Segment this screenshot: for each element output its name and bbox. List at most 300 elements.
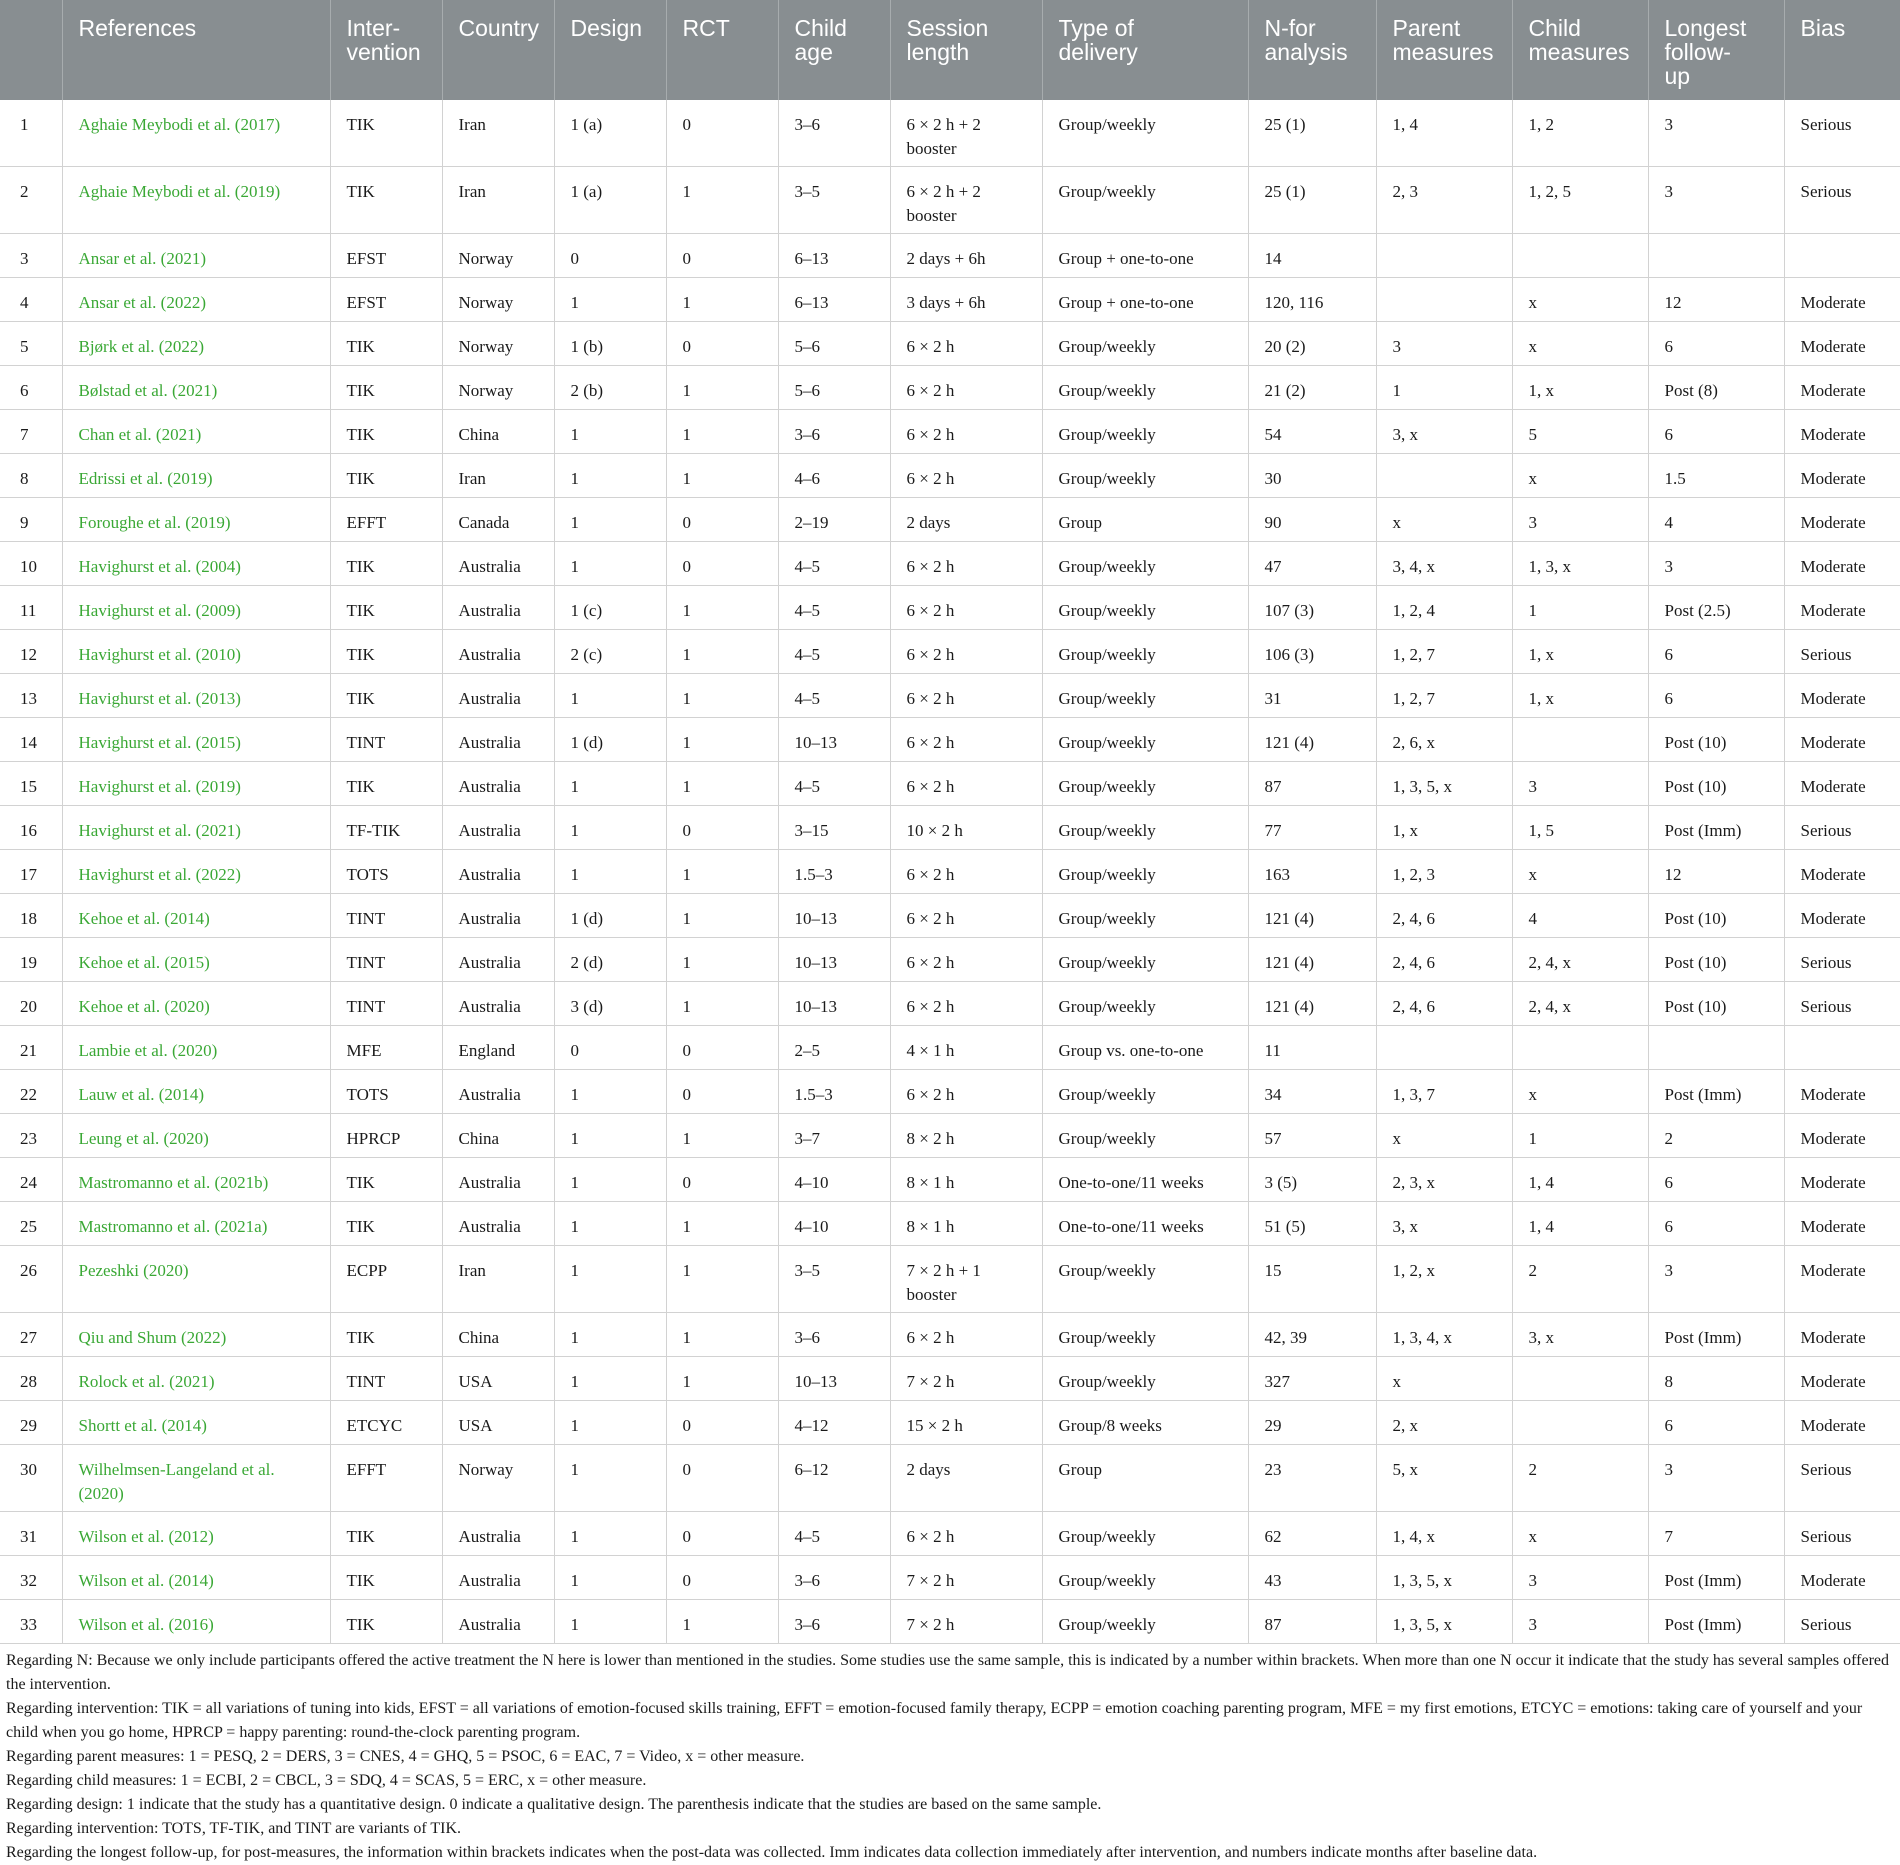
reference-year-link[interactable]: 2014 xyxy=(174,1571,209,1590)
session-length-header: Session length xyxy=(890,0,1042,100)
references-cell xyxy=(62,1556,330,1600)
session-length-cell: 6 × 2 h xyxy=(890,1313,1042,1357)
bias-cell: Serious xyxy=(1784,1512,1900,1556)
reference-close: ) xyxy=(200,293,206,312)
country-cell: Norway xyxy=(442,234,554,278)
rct-cell: 0 xyxy=(666,498,778,542)
row-number-cell: 15 xyxy=(0,762,62,806)
child-measures-cell: x xyxy=(1512,1070,1648,1114)
reference-year-link[interactable]: 2021 xyxy=(177,381,212,400)
n-for-analysis-cell: 327 xyxy=(1248,1357,1376,1401)
bias-cell xyxy=(1784,234,1900,278)
type-of-delivery-cell: Group/weekly xyxy=(1042,718,1248,762)
reference-authors: Aghaie Meybodi et al. ( xyxy=(78,182,241,201)
intervention-cell: TIK xyxy=(330,1512,442,1556)
child-measures-cell: x xyxy=(1512,322,1648,366)
table-row xyxy=(0,454,1900,498)
reference-year-link[interactable]: 2016 xyxy=(174,1615,209,1634)
design-cell: 1 (d) xyxy=(554,718,666,762)
country-cell: Australia xyxy=(442,762,554,806)
bias-cell: Moderate xyxy=(1784,762,1900,806)
session-length-cell: 6 × 2 h xyxy=(890,322,1042,366)
child-age-cell: 10–13 xyxy=(778,938,890,982)
reference-year-link[interactable]: 2019 xyxy=(201,777,236,796)
bias-cell: Moderate xyxy=(1784,1556,1900,1600)
table-row xyxy=(0,542,1900,586)
design-cell: 1 xyxy=(554,1512,666,1556)
reference-close: ) xyxy=(118,1484,124,1503)
country-cell: Australia xyxy=(442,674,554,718)
design-cell: 1 xyxy=(554,1556,666,1600)
parent-measures-cell: 3, x xyxy=(1376,410,1512,454)
reference-authors: Kehoe et al. ( xyxy=(78,953,171,972)
longest-follow-up-cell: 3 xyxy=(1648,1445,1784,1512)
country-cell: Australia xyxy=(442,1600,554,1644)
parent-measures-cell: 1, 2, x xyxy=(1376,1246,1512,1313)
reference-close: ) xyxy=(235,733,241,752)
n-for-analysis-cell: 57 xyxy=(1248,1114,1376,1158)
reference-authors: Edrissi et al. ( xyxy=(78,469,173,488)
rct-cell: 1 xyxy=(666,586,778,630)
n-for-analysis-cell: 77 xyxy=(1248,806,1376,850)
parent-measures-cell: x xyxy=(1376,1114,1512,1158)
session-length-cell: 6 × 2 h xyxy=(890,674,1042,718)
references-cell xyxy=(62,1070,330,1114)
reference-close: ) xyxy=(224,513,231,532)
rct-cell: 1 xyxy=(666,894,778,938)
session-length-cell: 6 × 2 h xyxy=(890,410,1042,454)
reference-year-link[interactable]: 2020 xyxy=(170,997,205,1016)
rct-cell: 0 xyxy=(666,1026,778,1070)
row-number-header xyxy=(0,0,62,100)
type-of-delivery-cell: Group/weekly xyxy=(1042,762,1248,806)
table-row xyxy=(0,586,1900,630)
design-cell: 1 xyxy=(554,1070,666,1114)
child-measures-cell: x xyxy=(1512,454,1648,498)
reference-year-link[interactable]: 2021 xyxy=(166,249,201,268)
design-cell: 1 xyxy=(554,1202,666,1246)
design-cell: 2 (b) xyxy=(554,366,666,410)
longest-follow-up-cell: 2 xyxy=(1648,1114,1784,1158)
intervention-cell: TIK xyxy=(330,762,442,806)
table-row xyxy=(0,806,1900,850)
longest-follow-up-header: Longest follow- up xyxy=(1648,0,1784,100)
type-of-delivery-cell: Group/weekly xyxy=(1042,982,1248,1026)
child-age-cell: 4–5 xyxy=(778,630,890,674)
child-age-header: Child age xyxy=(778,0,890,100)
row-number-cell: 7 xyxy=(0,410,62,454)
session-length-cell: 8 × 1 h xyxy=(890,1158,1042,1202)
row-number-cell: 13 xyxy=(0,674,62,718)
parent-measures-cell: 5, x xyxy=(1376,1445,1512,1512)
country-cell: USA xyxy=(442,1401,554,1445)
reference-year-link[interactable]: 2020 xyxy=(169,1129,204,1148)
type-of-delivery-cell: Group + one-to-one xyxy=(1042,234,1248,278)
row-number-cell: 32 xyxy=(0,1556,62,1600)
rct-cell: 1 xyxy=(666,762,778,806)
bias-cell: Serious xyxy=(1784,1600,1900,1644)
table-row xyxy=(0,1114,1900,1158)
references-cell xyxy=(62,1313,330,1357)
table-row xyxy=(0,1246,1900,1313)
reference-year-link[interactable]: 2010 xyxy=(201,645,236,664)
country-cell: Iran xyxy=(442,100,554,167)
type-of-delivery-cell: Group/weekly xyxy=(1042,366,1248,410)
references-cell xyxy=(62,718,330,762)
intervention-cell: EFST xyxy=(330,234,442,278)
table-note: Regarding intervention: TOTS, TF-TIK, and TINT are variants of TIK. xyxy=(6,1820,462,1837)
longest-follow-up-cell: Post (Imm) xyxy=(1648,1556,1784,1600)
bias-cell: Moderate xyxy=(1784,278,1900,322)
reference-authors: Mastromanno et al. ( xyxy=(78,1173,221,1192)
child-measures-cell: 1, x xyxy=(1512,366,1648,410)
intervention-cell: TOTS xyxy=(330,1070,442,1114)
n-for-analysis-cell: 42, 39 xyxy=(1248,1313,1376,1357)
design-cell: 1 xyxy=(554,1357,666,1401)
longest-follow-up-cell: Post (8) xyxy=(1648,366,1784,410)
child-measures-cell: x xyxy=(1512,1512,1648,1556)
child-age-cell: 3–6 xyxy=(778,410,890,454)
rct-cell: 1 xyxy=(666,850,778,894)
reference-year-link[interactable]: 2017 xyxy=(240,115,275,134)
type-of-delivery-cell: Group vs. one-to-one xyxy=(1042,1026,1248,1070)
country-cell: Australia xyxy=(442,542,554,586)
parent-measures-cell: 1 xyxy=(1376,366,1512,410)
design-cell: 1 xyxy=(554,850,666,894)
reference-year-link[interactable]: 2022 xyxy=(186,1328,221,1347)
design-cell: 0 xyxy=(554,1026,666,1070)
row-number-cell: 1 xyxy=(0,100,62,167)
intervention-cell: TOTS xyxy=(330,850,442,894)
table-row xyxy=(0,850,1900,894)
design-cell: 2 (c) xyxy=(554,630,666,674)
table-note: Regarding child measures: 1 = ECBI, 2 = CBCL, 3 = SDQ, 4 = SCAS, 5 = ERC, x = other measure. xyxy=(6,1772,647,1789)
reference-close: ) xyxy=(195,425,202,444)
type-of-delivery-cell: Group/weekly xyxy=(1042,674,1248,718)
child-age-cell: 3–7 xyxy=(778,1114,890,1158)
intervention-cell: EFFT xyxy=(330,498,442,542)
longest-follow-up-cell: 1.5 xyxy=(1648,454,1784,498)
reference-year-link[interactable]: 2009 xyxy=(201,601,236,620)
reference-authors: Havighurst et al. ( xyxy=(78,645,202,664)
type-of-delivery-cell: One-to-one/11 weeks xyxy=(1042,1202,1248,1246)
child-measures-cell xyxy=(1512,1357,1648,1401)
reference-close: ) xyxy=(208,1372,215,1391)
country-cell: Australia xyxy=(442,982,554,1026)
session-length-cell: 7 × 2 h xyxy=(890,1600,1042,1644)
reference-year-link[interactable]: 2012 xyxy=(174,1527,209,1546)
design-cell: 1 (a) xyxy=(554,167,666,234)
parent-measures-cell: 2, 6, x xyxy=(1376,718,1512,762)
session-length-cell: 7 × 2 h xyxy=(890,1556,1042,1600)
reference-year-link[interactable]: 2022 xyxy=(166,293,201,312)
reference-year-link[interactable]: 2014 xyxy=(170,909,205,928)
intervention-cell: TIK xyxy=(330,410,442,454)
child-age-cell: 6–13 xyxy=(778,234,890,278)
bias-cell: Serious xyxy=(1784,1445,1900,1512)
reference-year-link[interactable]: 2019 xyxy=(190,513,225,532)
parent-measures-cell: 3 xyxy=(1376,322,1512,366)
design-cell: 0 xyxy=(554,234,666,278)
parent-measures-cell xyxy=(1376,1026,1512,1070)
country-cell: Australia xyxy=(442,894,554,938)
intervention-cell: TIK xyxy=(330,542,442,586)
row-number-cell: 21 xyxy=(0,1026,62,1070)
type-of-delivery-header: Type of delivery xyxy=(1042,0,1248,100)
child-measures-cell: 1, 4 xyxy=(1512,1202,1648,1246)
row-number-cell: 28 xyxy=(0,1357,62,1401)
intervention-cell: TIK xyxy=(330,322,442,366)
references-cell xyxy=(62,1445,330,1512)
session-length-cell: 6 × 2 h xyxy=(890,366,1042,410)
type-of-delivery-cell: Group/weekly xyxy=(1042,100,1248,167)
child-measures-header: Child measures xyxy=(1512,0,1648,100)
design-cell: 1 xyxy=(554,806,666,850)
reference-close: ) xyxy=(198,1085,205,1104)
rct-cell: 0 xyxy=(666,1070,778,1114)
bias-cell: Serious xyxy=(1784,938,1900,982)
table-header-row xyxy=(0,0,1900,100)
parent-measures-cell: 1, 3, 5, x xyxy=(1376,1556,1512,1600)
table-row xyxy=(0,498,1900,542)
reference-year-link[interactable]: 2019 xyxy=(172,469,207,488)
reference-close: ) xyxy=(235,865,241,884)
parent-measures-cell: 1, 3, 4, x xyxy=(1376,1313,1512,1357)
bias-cell: Moderate xyxy=(1784,454,1900,498)
n-for-analysis-cell: 20 (2) xyxy=(1248,322,1376,366)
session-length-cell: 6 × 2 h xyxy=(890,454,1042,498)
parent-measures-cell: x xyxy=(1376,1357,1512,1401)
bias-cell: Moderate xyxy=(1784,1357,1900,1401)
child-age-cell: 3–6 xyxy=(778,1600,890,1644)
n-for-analysis-cell: 106 (3) xyxy=(1248,630,1376,674)
n-for-analysis-cell: 120, 116 xyxy=(1248,278,1376,322)
country-cell: Iran xyxy=(442,454,554,498)
reference-authors: Havighurst et al. ( xyxy=(78,865,202,884)
bias-cell: Moderate xyxy=(1784,718,1900,762)
longest-follow-up-cell: 8 xyxy=(1648,1357,1784,1401)
session-length-cell: 6 × 2 h xyxy=(890,1512,1042,1556)
reference-year-link[interactable]: 2021a xyxy=(220,1217,262,1236)
intervention-cell: TINT xyxy=(330,938,442,982)
child-measures-cell: x xyxy=(1512,850,1648,894)
reference-close: ) xyxy=(274,115,281,134)
reference-year-link[interactable]: 2015 xyxy=(201,733,236,752)
longest-follow-up-cell: 6 xyxy=(1648,410,1784,454)
reference-authors: Bølstad et al. ( xyxy=(78,381,178,400)
reference-close: ) xyxy=(235,601,241,620)
child-age-cell: 2–19 xyxy=(778,498,890,542)
reference-year-link[interactable]: 2014 xyxy=(167,1416,202,1435)
country-cell: Norway xyxy=(442,366,554,410)
reference-year-link[interactable]: 2020 xyxy=(148,1261,183,1280)
reference-year-link[interactable]: 2021 xyxy=(174,1372,209,1391)
rct-cell: 0 xyxy=(666,1401,778,1445)
type-of-delivery-cell: Group xyxy=(1042,1445,1248,1512)
reference-year-link[interactable]: 2022 xyxy=(201,865,236,884)
child-age-cell: 6–13 xyxy=(778,278,890,322)
table-row xyxy=(0,410,1900,454)
type-of-delivery-cell: Group/weekly xyxy=(1042,850,1248,894)
intervention-cell: TIK xyxy=(330,630,442,674)
child-measures-cell: x xyxy=(1512,278,1648,322)
rct-cell: 1 xyxy=(666,982,778,1026)
country-cell: Australia xyxy=(442,586,554,630)
row-number-cell: 30 xyxy=(0,1445,62,1512)
session-length-cell: 7 × 2 h xyxy=(890,1357,1042,1401)
type-of-delivery-cell: Group/weekly xyxy=(1042,1600,1248,1644)
reference-authors: Rolock et al. ( xyxy=(78,1372,175,1391)
references-cell xyxy=(62,234,330,278)
reference-authors: Havighurst et al. ( xyxy=(78,689,202,708)
references-cell xyxy=(62,806,330,850)
design-cell: 2 (d) xyxy=(554,938,666,982)
type-of-delivery-cell: Group/weekly xyxy=(1042,454,1248,498)
references-cell xyxy=(62,1026,330,1070)
session-length-cell: 6 × 2 h xyxy=(890,894,1042,938)
reference-year-link[interactable]: 2004 xyxy=(201,557,236,576)
table-row xyxy=(0,234,1900,278)
intervention-cell: TIK xyxy=(330,167,442,234)
child-measures-cell: 1, 2 xyxy=(1512,100,1648,167)
child-age-cell: 5–6 xyxy=(778,322,890,366)
child-age-cell: 3–6 xyxy=(778,1313,890,1357)
type-of-delivery-cell: Group/weekly xyxy=(1042,167,1248,234)
references-cell xyxy=(62,410,330,454)
type-of-delivery-cell: Group/weekly xyxy=(1042,1246,1248,1313)
reference-authors: Ansar et al. ( xyxy=(78,293,167,312)
session-length-cell: 8 × 2 h xyxy=(890,1114,1042,1158)
references-cell xyxy=(62,1202,330,1246)
reference-year-link[interactable]: 2015 xyxy=(170,953,205,972)
parent-measures-cell: 1, 4 xyxy=(1376,100,1512,167)
reference-year-link[interactable]: 2020 xyxy=(177,1041,212,1060)
reference-year-link[interactable]: 2021 xyxy=(161,425,196,444)
child-age-cell: 10–13 xyxy=(778,1357,890,1401)
longest-follow-up-cell: 3 xyxy=(1648,100,1784,167)
table-note: Regarding parent measures: 1 = PESQ, 2 = DERS, 3 = CNES, 4 = GHQ, 5 = PSOC, 6 = EAC, 7 = Video, x = other measure. xyxy=(6,1748,805,1765)
rct-cell: 1 xyxy=(666,938,778,982)
longest-follow-up-cell: Post (10) xyxy=(1648,762,1784,806)
country-cell: Australia xyxy=(442,1158,554,1202)
row-number-cell: 23 xyxy=(0,1114,62,1158)
child-measures-cell: 2, 4, x xyxy=(1512,938,1648,982)
longest-follow-up-cell: Post (Imm) xyxy=(1648,1600,1784,1644)
child-age-cell: 2–5 xyxy=(778,1026,890,1070)
type-of-delivery-cell: Group/weekly xyxy=(1042,1357,1248,1401)
child-measures-cell: 1 xyxy=(1512,1114,1648,1158)
table-row xyxy=(0,630,1900,674)
session-length-cell: 8 × 1 h xyxy=(890,1202,1042,1246)
bias-cell: Serious xyxy=(1784,630,1900,674)
reference-year-link[interactable]: 2022 xyxy=(164,337,199,356)
n-for-analysis-cell: 121 (4) xyxy=(1248,938,1376,982)
row-number-cell: 20 xyxy=(0,982,62,1026)
child-measures-cell: 2, 4, x xyxy=(1512,982,1648,1026)
rct-cell: 1 xyxy=(666,410,778,454)
country-cell: Australia xyxy=(442,630,554,674)
child-age-cell: 4–5 xyxy=(778,586,890,630)
n-for-analysis-cell: 163 xyxy=(1248,850,1376,894)
design-cell: 1 xyxy=(554,674,666,718)
n-for-analysis-cell: 47 xyxy=(1248,542,1376,586)
longest-follow-up-cell: Post (Imm) xyxy=(1648,806,1784,850)
parent-measures-cell: 1, 2, 4 xyxy=(1376,586,1512,630)
country-cell: Australia xyxy=(442,806,554,850)
reference-year-link[interactable]: 2020 xyxy=(84,1484,119,1503)
intervention-cell: TIK xyxy=(330,1556,442,1600)
reference-close: ) xyxy=(201,1416,207,1435)
row-number-cell: 6 xyxy=(0,366,62,410)
parent-measures-cell: x xyxy=(1376,498,1512,542)
references-cell xyxy=(62,762,330,806)
rct-cell: 1 xyxy=(666,630,778,674)
reference-authors: Aghaie Meybodi et al. ( xyxy=(78,115,241,134)
bias-cell: Moderate xyxy=(1784,1070,1900,1114)
bias-cell: Moderate xyxy=(1784,1313,1900,1357)
child-measures-cell: 1, 5 xyxy=(1512,806,1648,850)
intervention-cell: TIK xyxy=(330,366,442,410)
parent-measures-cell: 1, x xyxy=(1376,806,1512,850)
references-cell xyxy=(62,1158,330,1202)
rct-cell: 0 xyxy=(666,1512,778,1556)
reference-close: ) xyxy=(235,821,241,840)
n-for-analysis-cell: 15 xyxy=(1248,1246,1376,1313)
row-number-cell: 29 xyxy=(0,1401,62,1445)
intervention-cell: TIK xyxy=(330,586,442,630)
reference-year-link[interactable]: 2014 xyxy=(164,1085,199,1104)
bias-cell: Moderate xyxy=(1784,1158,1900,1202)
country-cell: Australia xyxy=(442,1512,554,1556)
intervention-header: Inter- vention xyxy=(330,0,442,100)
type-of-delivery-cell: Group/weekly xyxy=(1042,630,1248,674)
reference-authors: Havighurst et al. ( xyxy=(78,601,202,620)
references-cell xyxy=(62,1600,330,1644)
child-age-cell: 1.5–3 xyxy=(778,1070,890,1114)
row-number-cell: 11 xyxy=(0,586,62,630)
session-length-cell: 6 × 2 h xyxy=(890,718,1042,762)
reference-year-link[interactable]: 2013 xyxy=(201,689,236,708)
longest-follow-up-cell: Post (10) xyxy=(1648,718,1784,762)
parent-measures-header: Parent measures xyxy=(1376,0,1512,100)
reference-year-link[interactable]: 2021 xyxy=(201,821,236,840)
child-measures-cell xyxy=(1512,1401,1648,1445)
child-age-cell: 4–5 xyxy=(778,762,890,806)
reference-year-link[interactable]: 2019 xyxy=(240,182,275,201)
reference-authors: Havighurst et al. ( xyxy=(78,557,202,576)
longest-follow-up-cell: 3 xyxy=(1648,542,1784,586)
references-cell xyxy=(62,1401,330,1445)
reference-year-link[interactable]: 2021b xyxy=(220,1173,263,1192)
bias-cell: Serious xyxy=(1784,167,1900,234)
reference-close: ) xyxy=(206,469,213,488)
bias-cell: Moderate xyxy=(1784,366,1900,410)
references-cell xyxy=(62,938,330,982)
row-number-cell: 22 xyxy=(0,1070,62,1114)
reference-close: ) xyxy=(211,381,218,400)
bias-cell: Moderate xyxy=(1784,542,1900,586)
row-number-cell: 2 xyxy=(0,167,62,234)
row-number-cell: 31 xyxy=(0,1512,62,1556)
country-cell: Australia xyxy=(442,1202,554,1246)
bias-cell: Serious xyxy=(1784,982,1900,1026)
longest-follow-up-cell: Post (Imm) xyxy=(1648,1070,1784,1114)
parent-measures-cell: 2, 4, 6 xyxy=(1376,938,1512,982)
rct-cell: 1 xyxy=(666,718,778,762)
design-cell: 1 xyxy=(554,454,666,498)
reference-close: ) xyxy=(235,689,241,708)
child-age-cell: 4–12 xyxy=(778,1401,890,1445)
